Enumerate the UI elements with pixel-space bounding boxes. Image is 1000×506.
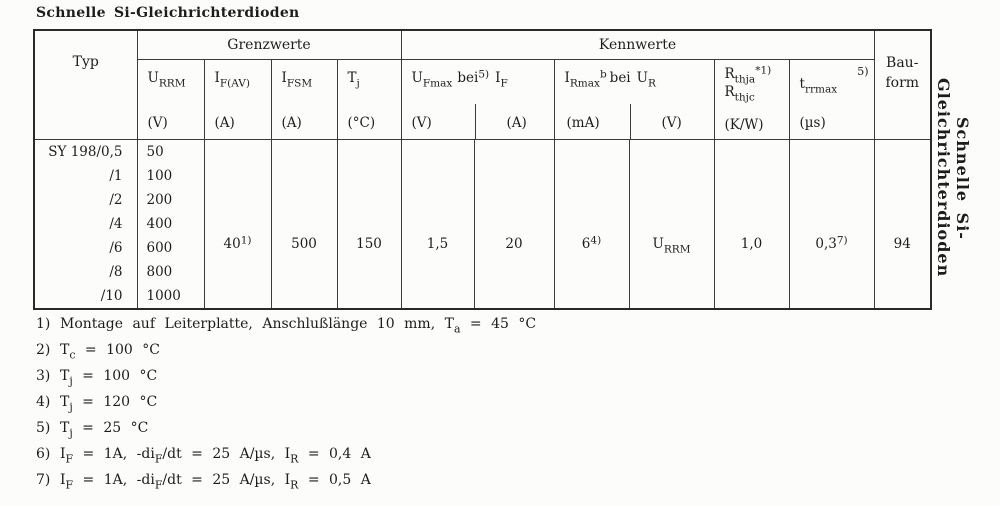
- typ-line: /1: [109, 168, 123, 184]
- col-header-tj: [337, 60, 401, 140]
- typ-line: /10: [100, 288, 123, 304]
- urrm-cell: [137, 140, 204, 310]
- footnote-4: 4) $T_j = 120$ °C: [36, 394, 158, 414]
- urrm-value: 400: [146, 216, 173, 232]
- urrm-value: 100: [146, 168, 173, 184]
- value-cell-rth: 1,0: [714, 140, 789, 310]
- col-header-ufmax-if: [401, 60, 554, 140]
- urrm-value: 800: [146, 264, 173, 280]
- urrm-value: 50: [146, 144, 164, 160]
- value-cell-ur: $U_{RRM}$: [629, 140, 714, 310]
- ifsm-symbol: $I_{FSM}$: [281, 70, 313, 90]
- typ-line: /8: [109, 264, 123, 280]
- value-cell-bauform: 94: [874, 140, 931, 310]
- col-header-ifsm: [271, 60, 337, 140]
- typ-line: SY 198/0,5: [48, 144, 123, 160]
- subcolumn-divider: [475, 104, 476, 139]
- subcolumn-divider: [630, 104, 631, 139]
- vertical-side-title: Schnelle Si-Gleichrichterdioden: [934, 78, 972, 278]
- trr-footnote-mark: 5): [857, 65, 869, 78]
- ifav-unit: (A): [214, 115, 235, 131]
- typ-line: /4: [109, 216, 123, 232]
- urrm-unit: (V): [147, 115, 168, 131]
- footnote-7: 7) $I_F = 1A$, $-di_F/dt = 25$ A/µs, $I_R = 0,5$ A: [36, 472, 371, 492]
- irmax-ur-symbol: $I_{Rmax}^b$ bei $U_R$: [564, 68, 656, 90]
- ufmax-if-symbol: $U_{Fmax}$ bei$^{5)}$ $I_F$: [411, 68, 508, 90]
- rth-unit: (K/W): [724, 117, 764, 133]
- value-cell-ifav: 40$^{1)}$: [204, 140, 271, 310]
- col-header-rth: [714, 60, 789, 140]
- datasheet-table: [33, 29, 932, 310]
- footnote-3: 3) $T_j = 100$ °C: [36, 368, 158, 388]
- ifav-symbol: $I_{F(AV)}$: [214, 70, 251, 90]
- urrm-value: 600: [146, 240, 173, 256]
- typ-line: /6: [109, 240, 123, 256]
- irmax-ur-units: (mA) (V): [566, 115, 682, 131]
- value-cell-irmax: 6$^{4)}$: [554, 140, 629, 310]
- rthja-symbol: $R_{thja}^{*1)}$: [724, 64, 772, 86]
- col-header-typ: [34, 30, 137, 140]
- group-header-kennwerte: Kennwerte: [401, 30, 874, 60]
- col-header-urrm: [137, 60, 204, 140]
- value-cell-ufmax: 1,5: [401, 140, 474, 310]
- typ-cell: [34, 140, 137, 310]
- footnote-6: 6) $I_F = 1A$, $-di_F/dt = 25$ A/µs, $I_R = 0,4$ A: [36, 446, 371, 466]
- col-header-ifav: [204, 60, 271, 140]
- tj-symbol: $T_j$: [347, 70, 360, 90]
- col-header-trr: [789, 60, 874, 140]
- trr-symbol: $t_{rrmax}$: [799, 76, 838, 96]
- typ-line: /2: [109, 192, 123, 208]
- urrm-value: 1000: [146, 288, 181, 304]
- trr-unit: (µs): [799, 115, 826, 131]
- footnotes: [36, 311, 536, 493]
- tj-unit: (°C): [347, 115, 376, 131]
- header-group-row: [34, 30, 931, 60]
- footnote-1: 1) Montage auf Leiterplatte, Anschlußlänge 10 mm, $T_a = 45$ °C: [36, 316, 537, 336]
- ifsm-unit: (A): [281, 115, 302, 131]
- group-header-grenzwerte: Grenzwerte: [137, 30, 401, 60]
- header-symbol-row: [34, 60, 931, 140]
- bauform-label: Bau- form: [885, 55, 920, 91]
- value-cell-trr: 0,3$^{7)}$: [789, 140, 874, 310]
- footnote-5: 5) $T_j = 25$ °C: [36, 420, 149, 440]
- data-row: [34, 140, 931, 310]
- value-cell-if: 20: [474, 140, 554, 310]
- typ-label: Typ: [72, 54, 99, 70]
- footnote-2: 2) $T_c = 100$ °C: [36, 342, 160, 362]
- col-header-bauform: [874, 30, 931, 140]
- urrm-symbol: $U_{RRM}$: [147, 70, 186, 90]
- page-title: Schnelle Si-Gleichrichterdioden: [36, 5, 300, 21]
- value-cell-ifsm: 500: [271, 140, 337, 310]
- col-header-irmax-ur: [554, 60, 714, 140]
- rthjc-symbol: $R_{thjc}$: [724, 84, 755, 104]
- value-cell-tj: 150: [337, 140, 401, 310]
- ufmax-if-units: (V) (A): [411, 115, 527, 131]
- urrm-value: 200: [146, 192, 173, 208]
